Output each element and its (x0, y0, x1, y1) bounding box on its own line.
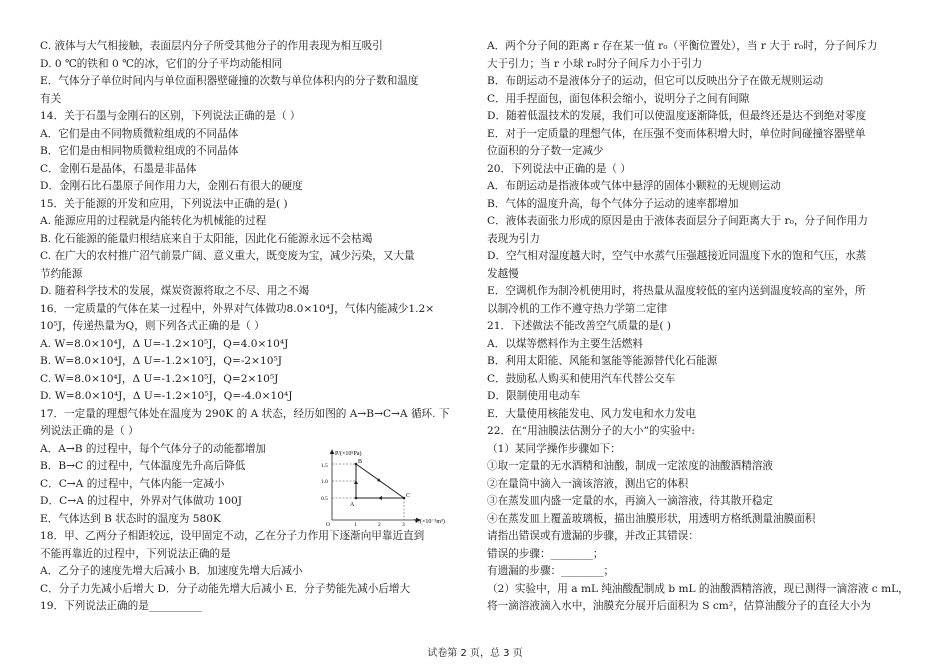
left-text-line: E．气体达到 B 状态时的温度为 580K (40, 512, 221, 525)
left-text-line: 19．下列说法正确的是__________ (40, 600, 202, 612)
left-text-line: C．金刚石是晶体，石墨是非晶体 (40, 162, 197, 175)
left-text-line: B. 化石能源的能量归根结底来自于太阳能，因此化石能源永远不会枯竭 (40, 232, 373, 245)
left-text-line: C. 液体与大气相接触，表面层内分子所受其他分子的作用表现为相互吸引 (40, 40, 383, 52)
left-text-line: 14．关于石墨与金刚石的区别，下列说法正确的是（ ） (40, 110, 301, 122)
right-text-line: ④在蒸发皿上覆盖玻璃板，描出油膜形状，用透明方格纸测量油膜面积 (487, 512, 816, 525)
left-text-line: B．B→C 的过程中，气体温度先升高后降低 (40, 460, 246, 472)
right-text-line: ②在量筒中滴入一滴该溶液，测出它的体积 (487, 477, 689, 490)
left-text-line: 18．甲、乙两分子相距较远，设甲固定不动，乙在分子力作用下逐渐向甲靠近直到 (40, 530, 425, 542)
left-text-line: C．C→A 的过程中，气体内能一定减小 (40, 477, 225, 490)
right-text-line: E．大量使用核能发电、风力发电和水力发电 (487, 407, 697, 420)
left-text-line: A. W=8.0×10⁴J，Δ U=-1.2×10⁵J，Q=4.0×10⁴J (40, 337, 289, 350)
right-text-line: D．随着低温技术的发展，我们可以使温度逐渐降低，但最终还是达不到绝对零度 (487, 110, 867, 122)
right-text-line: 大于引力；当 r 小球 r₀时分子间斥力小于引力 (487, 57, 703, 70)
left-text-line: E．气体分子单位时间内与单位面积器壁碰撞的次数与单位体积内的分子数和温度 (40, 75, 419, 87)
right-text-line: B．利用太阳能、风能和氢能等能源替代化石能源 (487, 355, 718, 367)
right-text-line: E．对于一定质量的理想气体，在压强不变而体积增大时，单位时间碰撞容器壁单 (487, 127, 866, 140)
right-text-line: ①取一定量的无水酒精和油酸，制成一定浓度的油酸酒精溶液 (487, 460, 774, 472)
left-text-line: 10⁵J，传递热量为Q，则下列各式正确的是（ ） (40, 320, 265, 332)
right-text-line: C．鼓励私人购买和使用汽车代替公交车 (487, 372, 676, 385)
left-text-line: B．它们是由相同物质微粒组成的不同晶体 (40, 145, 239, 157)
right-text-line: ③在蒸发皿内盛一定量的水，再滴入一滴溶液，待其散开稳定 (487, 495, 774, 507)
left-text-line: B. W=8.0×10⁴J，Δ U=-1.2×10⁵J，Q=-2×10⁵J (40, 355, 283, 367)
left-text-line: D．金刚石比石墨原子间作用力大，金刚石有很大的硬度 (40, 180, 303, 192)
left-text-line: 有关 (40, 92, 62, 105)
left-text-line: A．乙分子的速度先增大后减小 B．加速度先增大后减小 (40, 565, 303, 577)
right-text-line: E．空调机作为制冷机使用时，将热量从温度较低的室内送到温度较高的室外，所 (487, 285, 866, 297)
point-c-label: C (406, 493, 411, 499)
y-tick: 1.0 (321, 479, 328, 485)
left-text-line: C．分子力先减小后增大 D．分子动能先增大后减小 E．分子势能先减小后增大 (40, 582, 411, 595)
point-a-label: A (350, 502, 355, 508)
left-text-line: D. W=8.0×10⁴J，Δ U=-1.2×10⁵J，Q=-4.0×10⁴J (40, 390, 293, 402)
y-axis-label: P/(×10⁵Pa) (335, 451, 362, 457)
right-text-line: A．布朗运动是指液体或气体中悬浮的固体小颗粒的无规则运动 (487, 180, 781, 192)
point-b-label: B (358, 459, 363, 465)
left-text-line: 不能再靠近的过程中，下列说法正确的是 (40, 547, 231, 560)
left-text-line: A．它们是由不同物质微粒组成的不同晶体 (40, 127, 239, 140)
x-axis-label: V/(×10⁻³m³) (414, 519, 445, 525)
right-text-line: A．以煤等燃料作为主要生活燃料 (487, 337, 643, 350)
left-column (40, 38, 466, 616)
y-tick: 1.5 (321, 463, 328, 469)
left-text-line: D．C→A 的过程中，外界对气体做功 100J (40, 495, 243, 507)
right-text-line: （2）实验中，用 a mL 纯油酸配制成 b mL 的油酸酒精溶液，现已测得一滴溶液 c mL， (487, 582, 909, 595)
x-tick: 1 (354, 522, 357, 526)
right-column (487, 38, 913, 616)
left-text-line: 17．一定量的理想气体处在温度为 290K 的 A 状态，经历如图的 A→B→C→A 循环. 下 (40, 407, 450, 420)
left-text-line: D. 0 ℃的铁和 0 ℃的冰，它们的分子平均动能相同 (40, 57, 283, 70)
right-text-line: C．用手捏面包，面包体积会缩小，说明分子之间有间隙 (487, 92, 750, 105)
y-tick: 0.5 (321, 496, 328, 502)
left-text-line: D. 随着科学技术的发展，煤炭资源将取之不尽、用之不竭 (40, 285, 310, 297)
left-text-line: C. W=8.0×10⁴J，Δ U=-1.2×10⁵J，Q=2×10⁵J (40, 372, 279, 385)
pv-diagram (320, 446, 470, 526)
right-text-line: 22．在“用油膜法估测分子的大小”的实验中: (487, 425, 695, 437)
right-text-line: 位面积的分子数一定减少 (487, 145, 604, 157)
right-text-line: 请指出错误或有遗漏的步骤，并改正其错误： (487, 530, 699, 542)
left-text-line: C. 在广大的农村推广沼气前景广阔、意义重大，既变废为宝，减少污染，又大量 (40, 250, 415, 262)
right-text-line: 21．下述做法不能改善空气质量的是( ) (487, 320, 672, 332)
right-text-line: 以制冷机的工作不遵守热力学第二定律 (487, 302, 668, 315)
left-text-line: 列说法正确的是（ ） (40, 425, 139, 437)
right-text-line: C．液体表面张力形成的原因是由于液体表面层分子间距离大于 r₀，分子间作用力 (487, 215, 868, 227)
left-text-line: 节约能源 (40, 267, 83, 280)
right-text-line: B．布朗运动不是液体分子的运动，但它可以反映出分子在做无规则运动 (487, 75, 824, 87)
right-text-line: 表现为引力 (487, 232, 540, 245)
left-text-line: 15．关于能源的开发和应用，下列说法中正确的是( ) (40, 197, 288, 210)
right-text-line: 错误的步骤：________； (487, 547, 604, 560)
right-text-line: D．空气相对湿度越大时，空气中水蒸气压强越接近同温度下水的饱和气压，水蒸 (487, 250, 867, 262)
right-text-line: A．两个分子间的距离 r 存在某一值 r₀（平衡位置处），当 r 大于 r₀时，分子间斥力 (487, 40, 878, 52)
right-text-line: 20．下列说法中正确的是（ ） (487, 162, 631, 175)
left-text-line: A．A→B 的过程中，每个气体分子的动能都增加 (40, 442, 267, 455)
right-text-line: 发越慢 (487, 267, 519, 280)
right-text-line: 将一滴溶液滴入水中，油膜充分展开后面积为 S cm²，估算油酸分子的直径大小为 (487, 600, 871, 612)
origin-label: O (326, 522, 330, 526)
left-text-line: 16．一定质量的气体在某一过程中，外界对气体做功8.0×10⁴J，气体内能减少1.2× (40, 302, 435, 315)
right-text-line: D．限制使用电动车 (487, 390, 581, 402)
left-text-line: A. 能源应用的过程就是内能转化为机械能的过程 (40, 215, 267, 227)
x-tick: 2 (378, 522, 381, 526)
x-tick: 3 (402, 522, 405, 526)
right-text-line: B．气体的温度升高，每个气体分子运动的速率都增加 (487, 197, 739, 210)
right-text-line: （1）某同学操作步骤如下： (487, 442, 621, 455)
right-text-line: 有遗漏的步骤：________； (487, 565, 615, 577)
page-footer: 试卷第 2 页，总 3 页 (427, 648, 523, 659)
